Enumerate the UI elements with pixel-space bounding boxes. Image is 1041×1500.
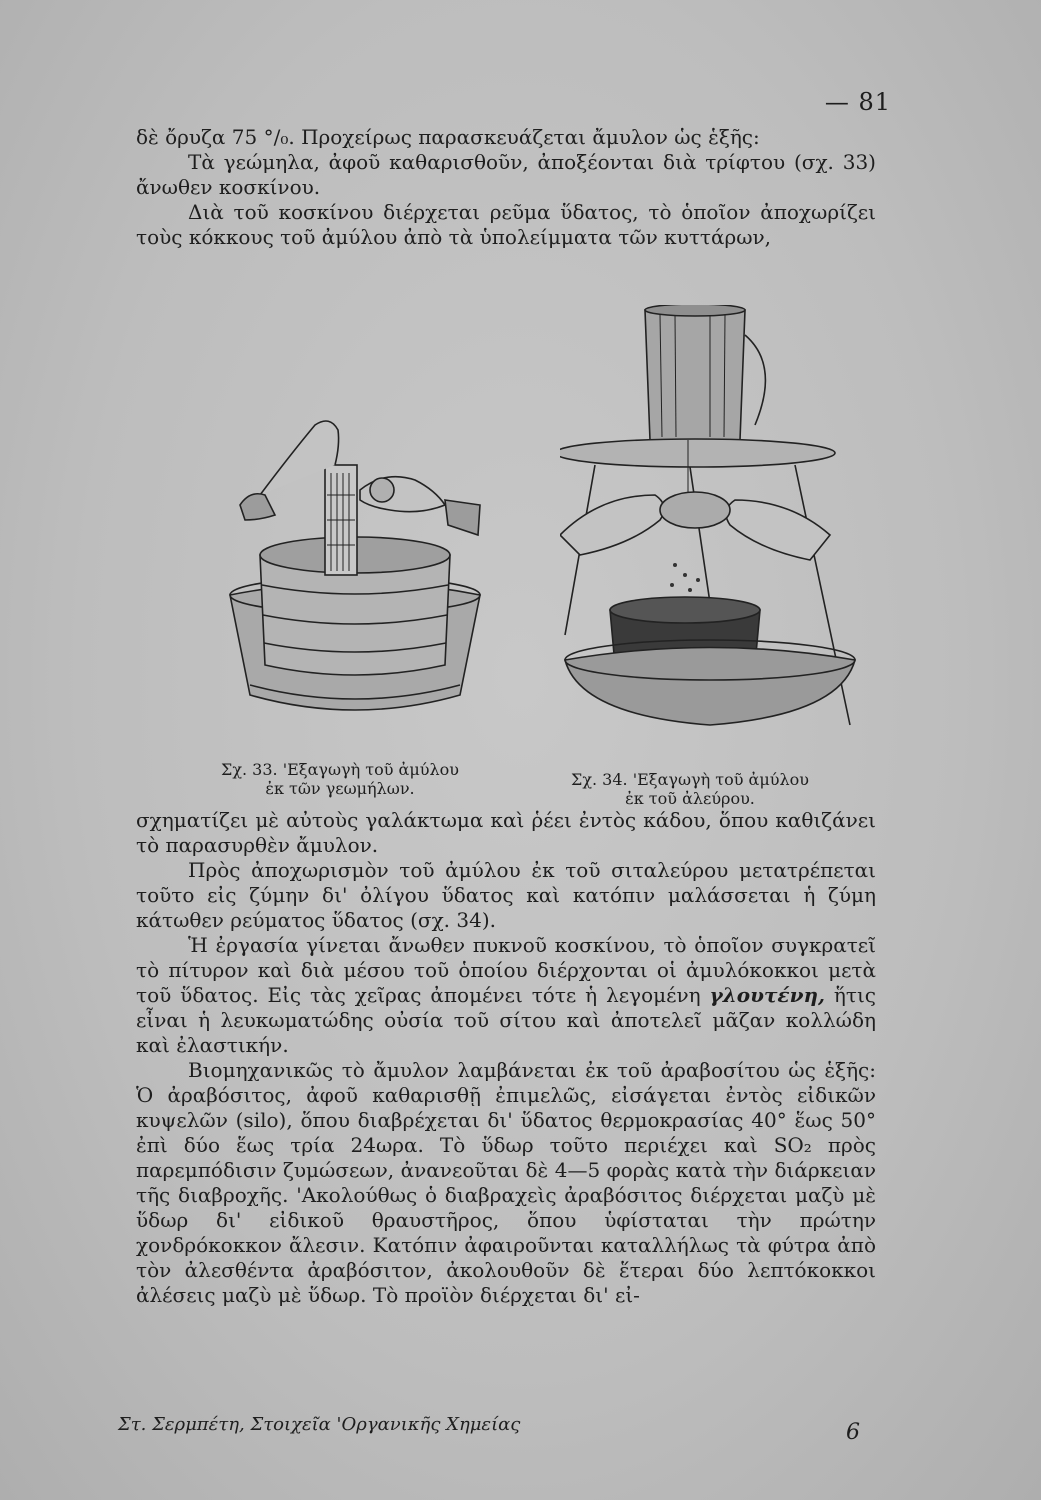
page-number: — 81 [824,88,891,116]
top-text-block [136,125,876,250]
paragraph-text: Ἡ ἐργασία γίνεται ἄνωθεν πυκνοῦ κοσκίνου, τὸ ὁποῖον συγκρατεῖ τὸ πίτυρον καὶ διὰ μέσου τοῦ ὁποίου διέρχονται οἱ ἀμυλόκοκκοι μετὰ τοῦ ὕδατος. Εἰς τὰς χεῖρας ἀπομένει τότε ἡ λεγομένη [136,933,876,1007]
bottom-text-block [136,808,876,1308]
paragraph: σχηματίζει μὲ αὐτοὺς γαλάκτωμα καὶ ῥέει ἐντὸς κάδου, ὅπου καθιζάνει τὸ παρασυρθὲν ἄμυλον. [136,808,876,857]
figure-34-illustration [560,305,870,735]
paragraph: Διὰ τοῦ κοσκίνου διέρχεται ρεῦμα ὕδατος, τὸ ὁποῖον ἀποχωρίζει τοὺς κόκκους τοῦ ἀμύλου ἀπὸ τὰ ὑπολείμματα τῶν κυττάρων, [136,200,876,249]
paragraph: Βιομηχανικῶς τὸ ἄμυλον λαμβάνεται ἐκ τοῦ ἀραβοσίτου ὡς ἑξῆς: Ὁ ἀραβόσιτος, ἀφοῦ καθαρισθῇ ἐπιμελῶς, εἰσάγεται ἐντὸς εἰδικῶν κυψελῶν (silo), ὅπου διαβρέχεται δι' ὕδατος θερμοκρασίας 40° ἕως 50° ἐπὶ δύο ἕως τρία 24ωρα. Τὸ ὕδωρ τοῦτο περιέχει καὶ SO₂ πρὸς παρεμπόδισιν ζυμώσεων, ἀνανεοῦται δὲ 4—5 φορὰς κατὰ τὴν διάρκειαν τῆς διαβροχῆς. 'Ακολούθως ὁ διαβραχεὶς ἀραβόσιτος διέρχεται μαζὺ μὲ ὕδωρ δι' εἰδικοῦ θραυστῆρος, ὅπου ὑφίσταται τὴν πρώτην χονδρόκοκκον ἄλεσιν. Κατόπιν ἀφαιροῦνται καταλλήλως τὰ φύτρα ἀπὸ τὸν ἀλεσθέντα ἀραβόσιτον, ἀκολουθοῦν δὲ ἕτεραι δύο λεπτόκοκκοι ἀλέσεις μαζὺ μὲ ὕδωρ. Τὸ προϊὸν διέρχεται δι' εἰ- [136,1058,876,1307]
paragraph: Τὰ γεώμηλα, ἀφοῦ καθαρισθοῦν, ἀποξέονται διὰ τρίφτου (σχ. 33) ἄνωθεν κοσκίνου. [136,150,876,199]
figure-33-illustration [220,395,490,735]
caption-line: Σχ. 33. 'Εξαγωγὴ τοῦ ἀμύλου [221,760,459,779]
signature-mark: 6 [846,1420,860,1445]
glutene-term: γλουτένη, [709,983,825,1007]
caption-line: ἐκ τοῦ ἀλεύρου. [625,789,755,808]
caption-line: ἐκ τῶν γεωμήλων. [265,779,415,798]
caption-line: Σχ. 34. 'Εξαγωγὴ τοῦ ἀμύλου [571,770,809,789]
footer-citation: Στ. Σερμπέτη, Στοιχεῖα 'Οργανικῆς Χημείας [118,1414,521,1435]
figure-33-caption [180,760,500,798]
paragraph: δὲ ὄρυζα 75 °/₀. Προχείρως παρασκευάζεται ἄμυλον ὡς ἑξῆς: [136,125,760,149]
paragraph [136,933,876,1058]
paragraph-text: ἥτις εἶναι ἡ λευκωματώδης οὐσία τοῦ σίτου καὶ ἀποτελεῖ μᾶζαν κολλώδη καὶ ἐλαστικήν. [136,983,876,1057]
paragraph: Πρὸς ἀποχωρισμὸν τοῦ ἀμύλου ἐκ τοῦ σιταλεύρου μετατρέπεται τοῦτο εἰς ζύμην δι' ὀλίγου ὕδατος καὶ κατόπιν μαλάσσεται ἡ ζύμη κάτωθεν ρεύματος ὕδατος (σχ. 34). [136,858,876,932]
figure-34-caption [520,770,860,808]
